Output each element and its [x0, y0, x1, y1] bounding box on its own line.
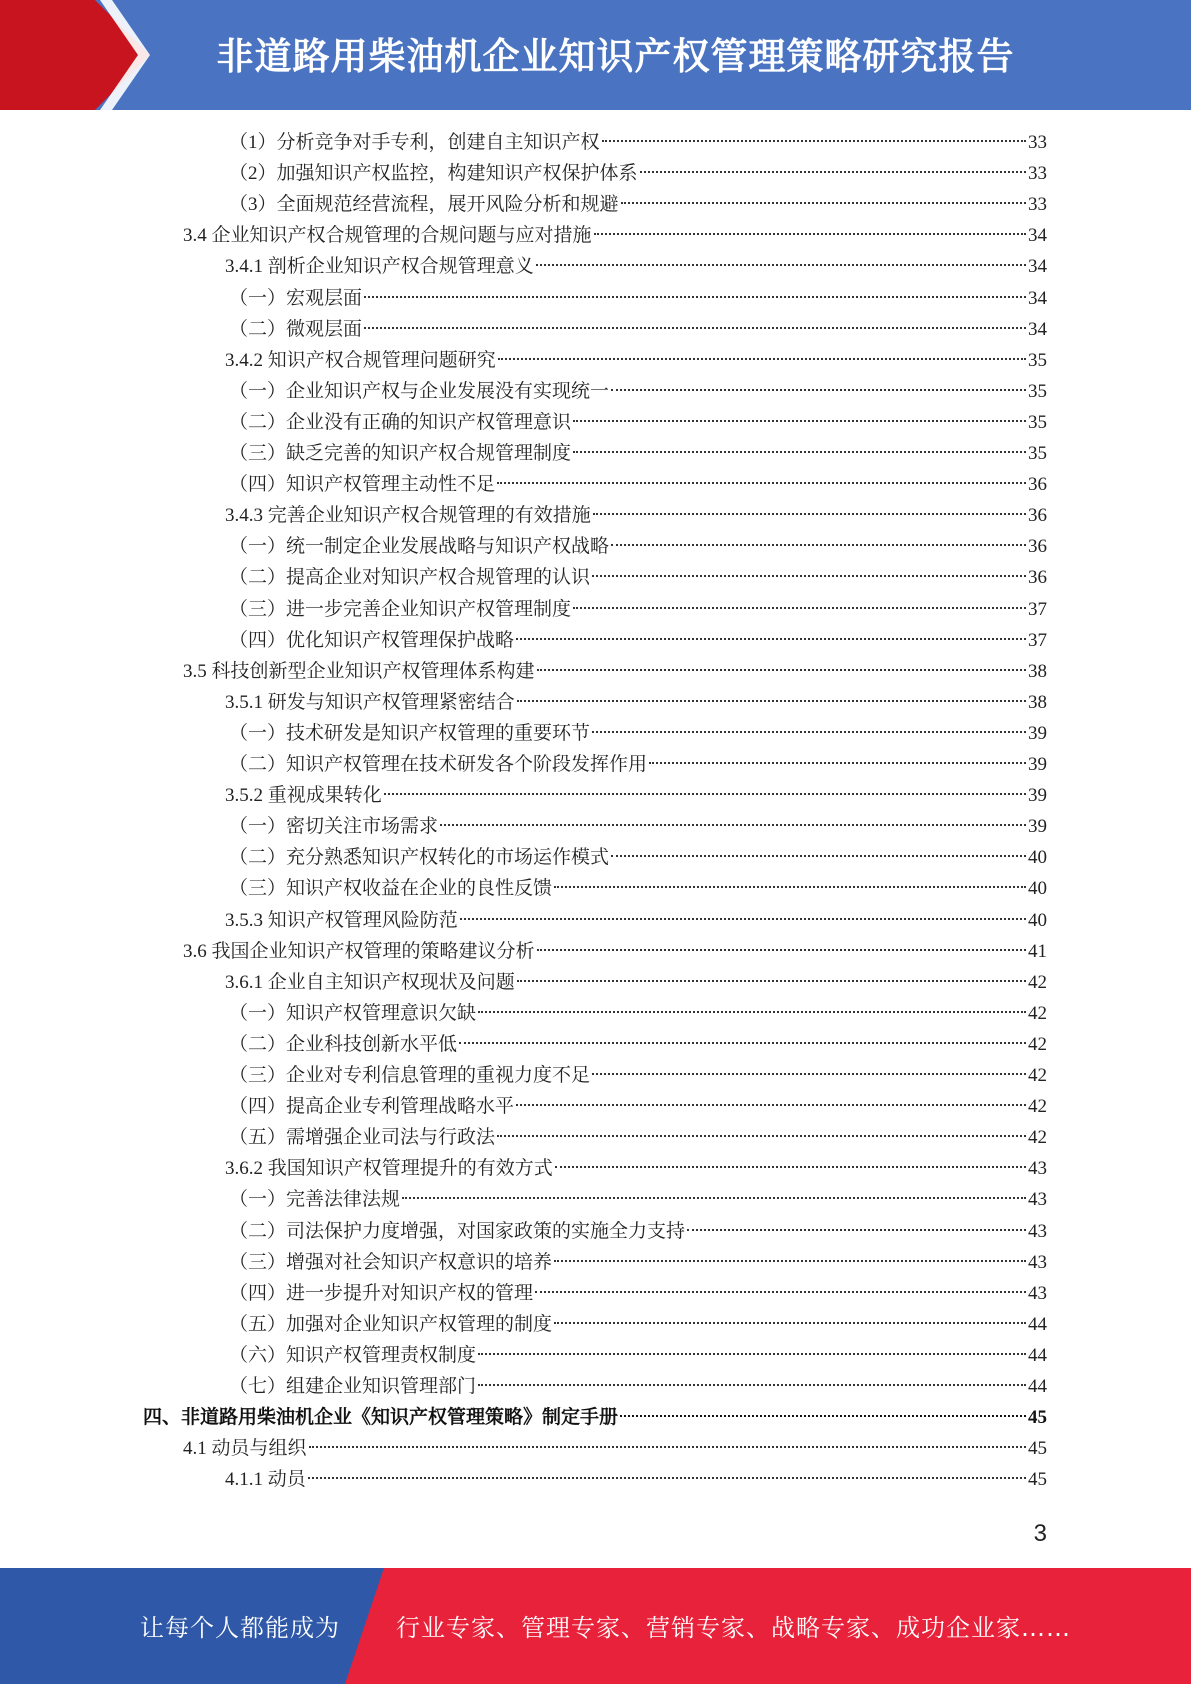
toc-entry-label: 四、非道路用柴油机企业《知识产权管理策略》制定手册 — [143, 1407, 619, 1429]
toc-entry[interactable] — [225, 780, 1047, 811]
toc-entry-page: 37 — [1028, 629, 1047, 651]
toc-dot-leader — [478, 1011, 1026, 1013]
toc-dot-leader — [517, 700, 1026, 702]
toc-entry-label: 3.5.1 研发与知识产权管理紧密结合 — [225, 691, 515, 713]
toc-entry-page: 45 — [1028, 1407, 1047, 1429]
toc-dot-leader — [592, 1073, 1026, 1075]
toc-entry-page: 34 — [1028, 287, 1047, 309]
toc-entry-page: 33 — [1028, 132, 1047, 153]
toc-entry[interactable] — [229, 718, 1047, 749]
toc-entry-label: （四）知识产权管理主动性不足 — [229, 474, 496, 496]
toc-dot-leader — [459, 1042, 1026, 1044]
toc-entry-page: 38 — [1028, 691, 1047, 713]
toc-entry-page: 35 — [1028, 380, 1047, 402]
toc-entry-page: 43 — [1028, 1282, 1047, 1304]
toc-entry[interactable] — [183, 936, 1047, 967]
toc-dot-leader — [516, 638, 1026, 640]
toc-dot-leader — [478, 1353, 1026, 1355]
toc-entry-page: 35 — [1028, 443, 1047, 464]
toc-dot-leader — [535, 1291, 1026, 1293]
toc-entry-label: 3.4.3 完善企业知识产权合规管理的有效措施 — [225, 505, 591, 527]
toc-dot-leader — [516, 1104, 1026, 1106]
page-footer — [0, 1568, 1191, 1684]
toc-dot-leader — [497, 482, 1026, 484]
toc-entry-label: （五）加强对企业知识产权管理的制度 — [229, 1313, 553, 1335]
toc-entry-page: 43 — [1028, 1220, 1047, 1242]
toc-dot-leader — [640, 171, 1026, 173]
toc-entry[interactable] — [225, 500, 1047, 531]
toc-entry-page: 45 — [1028, 1469, 1047, 1491]
toc-entry-page: 43 — [1028, 1251, 1047, 1273]
toc-entry-label: 3.6.2 我国知识产权管理提升的有效方式 — [225, 1158, 553, 1180]
toc-entry-page: 44 — [1028, 1313, 1047, 1335]
toc-dot-leader — [611, 544, 1026, 546]
toc-entry-page: 42 — [1028, 1127, 1047, 1149]
toc-entry[interactable] — [229, 1184, 1047, 1215]
toc-entry-label: （三）企业对专利信息管理的重视力度不足 — [229, 1065, 591, 1086]
toc-dot-leader — [611, 855, 1026, 857]
toc-entry-page: 33 — [1028, 194, 1047, 216]
toc-entry-label: 3.6 我国企业知识产权管理的策略建议分析 — [183, 940, 535, 962]
toc-dot-leader — [594, 233, 1026, 235]
toc-entry-label: （1）分析竞争对手专利，创建自主知识产权 — [229, 132, 600, 153]
toc-dot-leader — [573, 420, 1026, 422]
toc-entry-page: 34 — [1028, 256, 1047, 278]
toc-dot-leader — [593, 513, 1026, 515]
toc-entry[interactable] — [225, 967, 1047, 998]
toc-entry-page: 42 — [1028, 971, 1047, 993]
toc-entry-label: （七）组建企业知识管理部门 — [229, 1376, 477, 1397]
toc-entry-page: 35 — [1028, 349, 1047, 371]
toc-entry[interactable] — [229, 1371, 1047, 1402]
toc-entry-label: （三）增强对社会知识产权意识的培养 — [229, 1251, 553, 1273]
toc-entry[interactable] — [229, 283, 1047, 314]
toc-entry[interactable] — [229, 1029, 1047, 1060]
toc-entry-label: （四）提高企业专利管理战略水平 — [229, 1096, 515, 1118]
toc-dot-leader — [517, 980, 1026, 982]
toc-entry-label: （三）进一步完善企业知识产权管理制度 — [229, 598, 572, 620]
toc-entry-label: （二）企业没有正确的知识产权管理意识 — [229, 411, 572, 433]
toc-dot-leader — [537, 669, 1026, 671]
toc-entry-page: 41 — [1028, 940, 1047, 962]
toc-entry-page: 42 — [1028, 1065, 1047, 1086]
toc-entry[interactable] — [229, 998, 1047, 1029]
toc-entry[interactable] — [229, 314, 1047, 345]
toc-entry-label: （三）缺乏完善的知识产权合规管理制度 — [229, 443, 572, 464]
toc-entry[interactable] — [229, 842, 1047, 873]
toc-entry-label: （一）知识产权管理意识欠缺 — [229, 1002, 477, 1024]
toc-entry[interactable] — [229, 438, 1047, 469]
toc-entry-label: （二）微观层面 — [229, 318, 363, 340]
toc-entry-label: 4.1.1 动员 — [225, 1469, 306, 1491]
toc-dot-leader — [497, 1135, 1026, 1137]
toc-entry-page: 39 — [1028, 816, 1047, 838]
toc-entry-label: （2）加强知识产权监控，构建知识产权保护体系 — [229, 163, 638, 185]
toc-dot-leader — [554, 886, 1026, 888]
toc-entry[interactable] — [229, 1091, 1047, 1122]
toc-entry[interactable] — [229, 1340, 1047, 1371]
toc-entry-page: 36 — [1028, 505, 1047, 527]
toc-entry-label: （六）知识产权管理责权制度 — [229, 1344, 477, 1366]
toc-entry-page: 33 — [1028, 163, 1047, 185]
toc-entry[interactable] — [225, 345, 1047, 376]
footer-roles: 行业专家、管理专家、营销专家、战略专家、成功企业家…… — [396, 1614, 1071, 1642]
toc-entry-page: 42 — [1028, 1096, 1047, 1118]
toc-dot-leader — [592, 575, 1026, 577]
toc-entry-page: 44 — [1028, 1344, 1047, 1366]
page-header — [0, 0, 1191, 110]
toc-entry-label: （二）提高企业对知识产权合规管理的认识 — [229, 567, 591, 589]
toc-entry-label: 3.5 科技创新型企业知识产权管理体系构建 — [183, 660, 535, 682]
toc-entry-page: 44 — [1028, 1376, 1047, 1397]
toc-entry[interactable] — [229, 376, 1047, 407]
toc-entry-label: （二）司法保护力度增强，对国家政策的实施全力支持 — [229, 1220, 686, 1242]
toc-entry-page: 45 — [1028, 1438, 1047, 1460]
toc-entry[interactable] — [225, 905, 1047, 936]
page-number: 3 — [1033, 1520, 1047, 1547]
toc-dot-leader — [687, 1229, 1026, 1231]
toc-entry[interactable] — [229, 594, 1047, 625]
toc-entry-label: 3.4.2 知识产权合规管理问题研究 — [225, 349, 496, 371]
toc-entry[interactable] — [183, 656, 1047, 687]
toc-dot-leader — [536, 264, 1026, 266]
toc-dot-leader — [308, 1477, 1026, 1479]
toc-entry[interactable] — [225, 1153, 1047, 1184]
toc-entry[interactable] — [229, 1309, 1047, 1340]
toc-entry-page: 39 — [1028, 754, 1047, 775]
toc-dot-leader — [478, 1384, 1026, 1386]
toc-entry-label: 3.5.2 重视成果转化 — [225, 785, 382, 807]
toc-dot-leader — [460, 918, 1026, 920]
toc-entry-label: 3.4 企业知识产权合规管理的合规问题与应对措施 — [183, 225, 592, 247]
toc-entry-label: （一）企业知识产权与企业发展没有实现统一 — [229, 380, 610, 402]
toc-entry-label: （一）完善法律法规 — [229, 1189, 401, 1211]
toc-dot-leader — [309, 1446, 1026, 1448]
toc-entry[interactable] — [225, 251, 1047, 282]
toc-entry-page: 40 — [1028, 909, 1047, 931]
toc-dot-leader — [402, 1197, 1026, 1199]
toc-entry-label: 3.6.1 企业自主知识产权现状及问题 — [225, 971, 515, 993]
toc-dot-leader — [555, 1166, 1026, 1168]
toc-entry-label: （五）需增强企业司法与行政法 — [229, 1127, 496, 1149]
toc-dot-leader — [554, 1260, 1026, 1262]
toc-dot-leader — [573, 607, 1026, 609]
toc-entry-label: （二）企业科技创新水平低 — [229, 1033, 458, 1055]
toc-entry-label: （三）知识产权收益在企业的良性反馈 — [229, 878, 553, 900]
toc-entry-label: （二）知识产权管理在技术研发各个阶段发挥作用 — [229, 754, 648, 775]
toc-dot-leader — [602, 140, 1026, 142]
toc-entry-label: （一）统一制定企业发展战略与知识产权战略 — [229, 536, 610, 558]
toc-entry[interactable] — [229, 158, 1047, 189]
toc-entry[interactable] — [229, 811, 1047, 842]
toc-entry[interactable] — [229, 1278, 1047, 1309]
toc-entry-label: （3）全面规范经营流程，展开风险分析和规避 — [229, 194, 619, 216]
toc-entry-label: 3.5.3 知识产权管理风险防范 — [225, 909, 458, 931]
toc-dot-leader — [649, 762, 1026, 764]
toc-dot-leader — [620, 1415, 1026, 1417]
toc-entry-label: 4.1 动员与组织 — [183, 1438, 307, 1460]
toc-entry[interactable] — [183, 220, 1047, 251]
toc-entry-label: （二）充分熟悉知识产权转化的市场运作模式 — [229, 847, 610, 869]
toc-dot-leader — [573, 451, 1026, 453]
toc-entry[interactable] — [183, 1433, 1047, 1464]
toc-entry-page: 40 — [1028, 847, 1047, 869]
toc-entry-page: 38 — [1028, 660, 1047, 682]
toc-entry-page: 40 — [1028, 878, 1047, 900]
toc-entry[interactable] — [229, 1216, 1047, 1247]
toc-entry[interactable] — [229, 127, 1047, 158]
toc-entry-page: 43 — [1028, 1158, 1047, 1180]
toc-entry-label: （四）进一步提升对知识产权的管理 — [229, 1282, 534, 1304]
toc-dot-leader — [384, 793, 1026, 795]
toc-entry-label: （一）技术研发是知识产权管理的重要环节 — [229, 722, 591, 744]
toc-entry[interactable] — [225, 1464, 1047, 1495]
toc-entry-page: 42 — [1028, 1033, 1047, 1055]
toc-entry-page: 39 — [1028, 785, 1047, 807]
toc-entry-label: （四）优化知识产权管理保护战略 — [229, 629, 515, 651]
toc-dot-leader — [364, 327, 1026, 329]
toc-dot-leader — [498, 358, 1026, 360]
toc-entry-label: （一）宏观层面 — [229, 287, 363, 309]
toc-dot-leader — [364, 296, 1026, 298]
toc-entry[interactable] — [229, 1122, 1047, 1153]
footer-slogan: 让每个人都能成为 — [140, 1614, 340, 1642]
toc-entry[interactable] — [229, 625, 1047, 656]
toc-entry-page: 35 — [1028, 411, 1047, 433]
toc-entry[interactable] — [225, 687, 1047, 718]
toc-dot-leader — [537, 949, 1026, 951]
toc-entry-page: 34 — [1028, 318, 1047, 340]
toc-entry[interactable] — [143, 1402, 1047, 1433]
toc-entry[interactable] — [229, 189, 1047, 220]
toc-entry-page: 36 — [1028, 567, 1047, 589]
toc-entry[interactable] — [229, 1060, 1047, 1091]
toc-entry[interactable] — [229, 469, 1047, 500]
toc-entry-page: 34 — [1028, 225, 1047, 247]
toc-entry-page: 36 — [1028, 474, 1047, 496]
report-title: 非道路用柴油机企业知识产权管理策略研究报告 — [216, 35, 1015, 78]
toc-entry[interactable] — [229, 407, 1047, 438]
toc-entry[interactable] — [229, 873, 1047, 904]
toc-dot-leader — [440, 824, 1026, 826]
toc-entry-label: 3.4.1 剖析企业知识产权合规管理意义 — [225, 256, 534, 278]
toc-dot-leader — [592, 731, 1026, 733]
toc-entry-page: 42 — [1028, 1002, 1047, 1024]
toc-entry[interactable] — [229, 749, 1047, 780]
toc-dot-leader — [621, 202, 1026, 204]
toc-entry[interactable] — [229, 531, 1047, 562]
toc-entry-page: 37 — [1028, 598, 1047, 620]
toc-entry-page: 39 — [1028, 722, 1047, 744]
toc-dot-leader — [611, 389, 1026, 391]
toc-entry[interactable] — [229, 562, 1047, 593]
toc-entry[interactable] — [229, 1247, 1047, 1278]
toc-dot-leader — [554, 1322, 1026, 1324]
toc-entry-label: （一）密切关注市场需求 — [229, 816, 439, 838]
toc-entry-page: 43 — [1028, 1189, 1047, 1211]
toc-entry-page: 36 — [1028, 536, 1047, 558]
